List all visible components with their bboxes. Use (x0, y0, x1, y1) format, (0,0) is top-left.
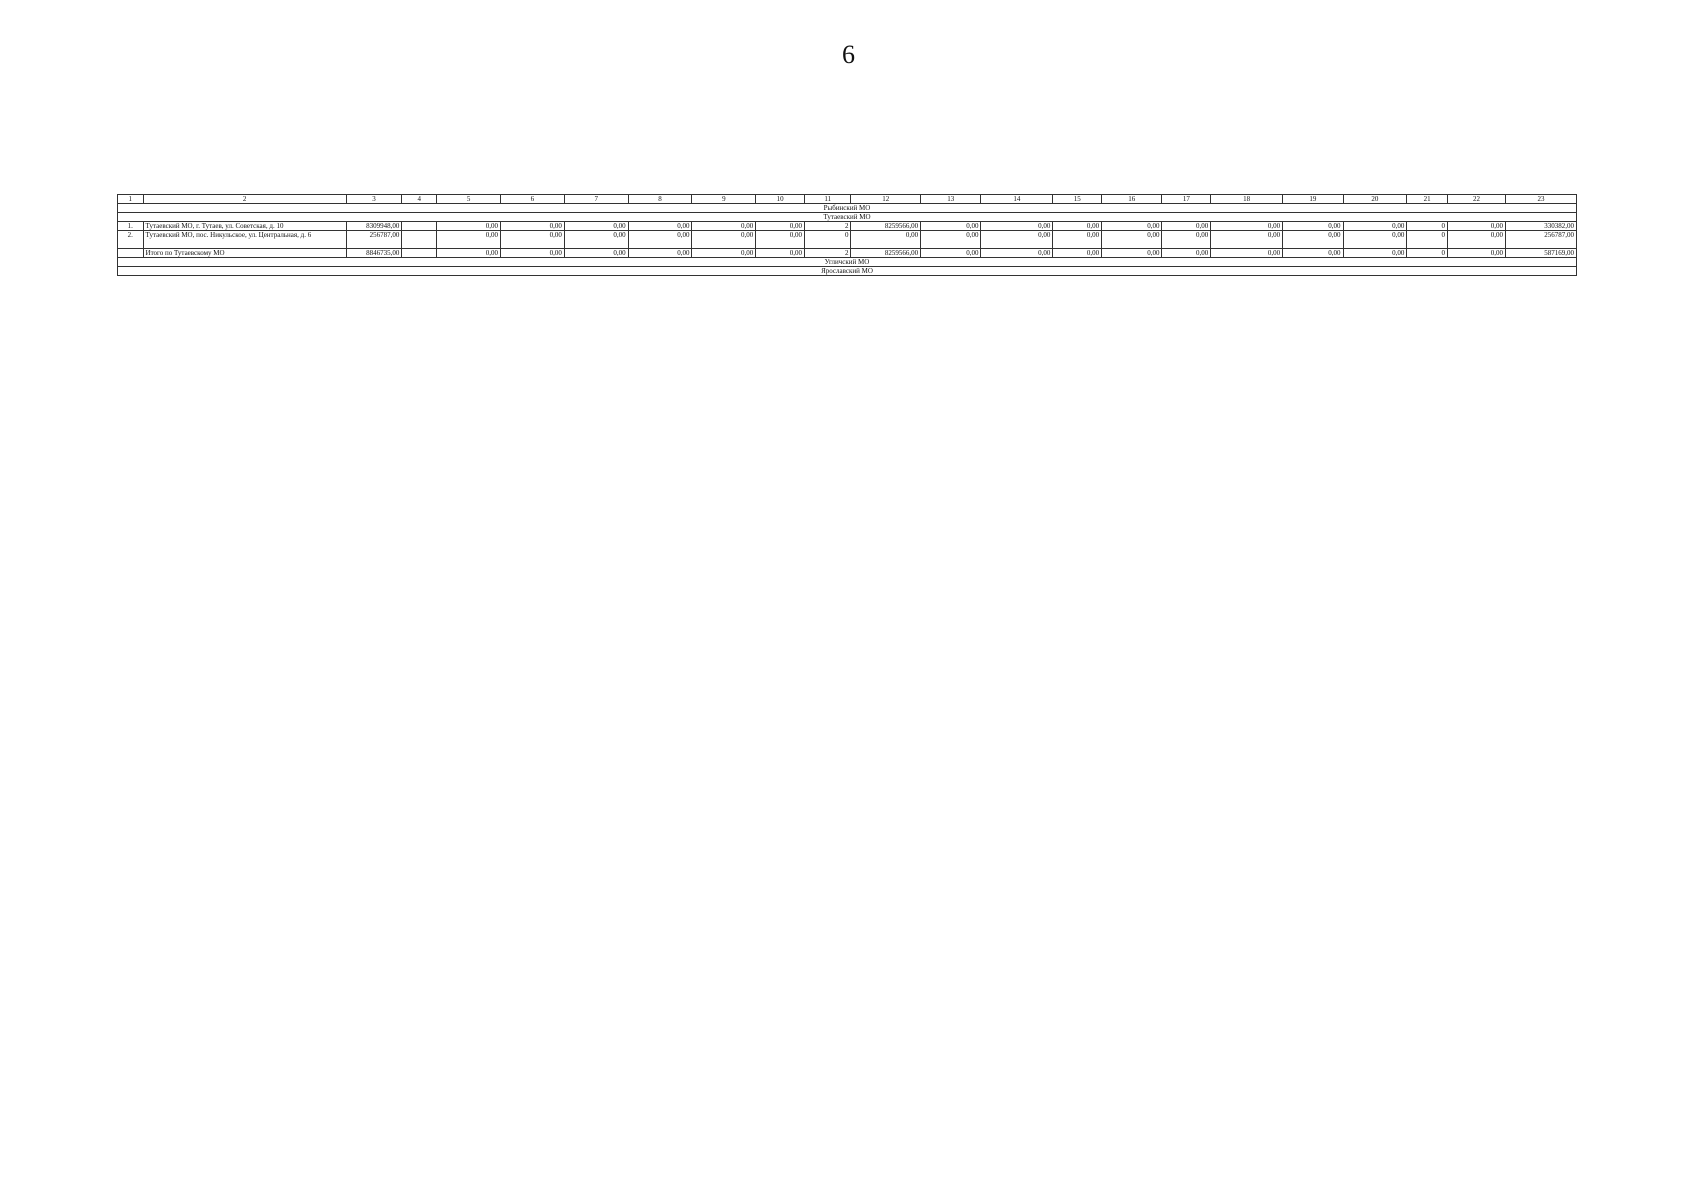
table-cell: 0,00 (1162, 249, 1211, 258)
table-cell: 0,00 (628, 231, 692, 249)
table-cell: 0,00 (1102, 222, 1162, 231)
table-cell: 0,00 (500, 231, 564, 249)
header-cell: 10 (756, 195, 805, 204)
header-row (118, 195, 1577, 204)
table-cell: 0,00 (1343, 222, 1407, 231)
table-cell: 1. (118, 222, 144, 231)
header-cell: 20 (1343, 195, 1407, 204)
table-cell: 0,00 (921, 231, 981, 249)
table-cell (402, 249, 437, 258)
table-cell: 0,00 (981, 231, 1053, 249)
page-number: 6 (842, 40, 855, 69)
table-cell: 0,00 (1283, 231, 1343, 249)
table-cell: 0,00 (756, 222, 805, 231)
table-cell: 0,00 (1447, 249, 1505, 258)
table-cell: 0,00 (1343, 231, 1407, 249)
table-cell: Тутаевский МО, пос. Никульское, ул. Центральная, д. 6 (143, 231, 346, 249)
table-cell: 0,00 (1211, 222, 1283, 231)
table-cell: 0,00 (981, 222, 1053, 231)
header-cell: 11 (805, 195, 851, 204)
section-title: Рыбинский МО (118, 204, 1577, 213)
table-cell: 256787,00 (1505, 231, 1576, 249)
table-cell: 330382,00 (1505, 222, 1576, 231)
table-cell: 8259566,00 (851, 249, 921, 258)
table-cell: 0,00 (1053, 222, 1102, 231)
header-cell: 13 (921, 195, 981, 204)
table-cell: 0,00 (1447, 222, 1505, 231)
total-row (118, 249, 1577, 258)
table-cell: 0,00 (756, 249, 805, 258)
header-cell: 18 (1211, 195, 1283, 204)
header-cell: 2 (143, 195, 346, 204)
table-cell: 0,00 (1102, 249, 1162, 258)
table-cell: 0,00 (437, 222, 501, 231)
table-cell: 0 (805, 231, 851, 249)
section-row (118, 204, 1577, 213)
table-cell: Тутаевский МО, г. Тутаев, ул. Советская, д. 10 (143, 222, 346, 231)
table-cell: 0 (1407, 249, 1448, 258)
table-cell: 2 (805, 222, 851, 231)
report-sheet (117, 194, 1577, 276)
table-cell: 0,00 (1053, 249, 1102, 258)
table-cell: Итого по Тутаевскому МО (143, 249, 346, 258)
table-cell: 0,00 (921, 249, 981, 258)
table-cell: 0,00 (921, 222, 981, 231)
header-cell: 7 (564, 195, 628, 204)
header-cell: 23 (1505, 195, 1576, 204)
table-cell: 0,00 (564, 249, 628, 258)
header-cell: 4 (402, 195, 437, 204)
table-cell: 8309948,00 (346, 222, 402, 231)
header-cell: 9 (692, 195, 756, 204)
table-cell: 0,00 (1211, 249, 1283, 258)
header-cell: 12 (851, 195, 921, 204)
table-cell: 0,00 (1162, 222, 1211, 231)
header-cell: 16 (1102, 195, 1162, 204)
section-row (118, 258, 1577, 267)
section-title: Ярославский МО (118, 267, 1577, 276)
table-cell: 0,00 (1343, 249, 1407, 258)
data-table (117, 194, 1577, 276)
table-cell: 0 (1407, 222, 1448, 231)
header-cell: 22 (1447, 195, 1505, 204)
table-cell: 0 (1407, 231, 1448, 249)
table-row (118, 231, 1577, 249)
table-cell: 0,00 (500, 249, 564, 258)
section-row (118, 267, 1577, 276)
table-cell: 0,00 (981, 249, 1053, 258)
header-cell: 8 (628, 195, 692, 204)
section-title: Угличский МО (118, 258, 1577, 267)
table-cell: 0,00 (1211, 231, 1283, 249)
table-cell: 0,00 (628, 249, 692, 258)
header-cell: 14 (981, 195, 1053, 204)
table-cell: 0,00 (437, 249, 501, 258)
table-cell: 0,00 (851, 231, 921, 249)
table-cell: 2. (118, 231, 144, 249)
table-cell: 2 (805, 249, 851, 258)
table-cell: 587169,00 (1505, 249, 1576, 258)
table-row (118, 222, 1577, 231)
header-cell: 3 (346, 195, 402, 204)
table-cell: 0,00 (692, 222, 756, 231)
table-cell: 0,00 (1053, 231, 1102, 249)
table-cell: 0,00 (1283, 222, 1343, 231)
table-cell: 0,00 (564, 231, 628, 249)
table-cell: 0,00 (500, 222, 564, 231)
table-cell: 0,00 (628, 222, 692, 231)
table-cell: 0,00 (564, 222, 628, 231)
table-cell (118, 249, 144, 258)
table-cell: 0,00 (1102, 231, 1162, 249)
table-cell: 8846735,00 (346, 249, 402, 258)
header-cell: 19 (1283, 195, 1343, 204)
table-cell: 0,00 (437, 231, 501, 249)
table-cell: 256787,00 (346, 231, 402, 249)
table-cell: 8259566,00 (851, 222, 921, 231)
header-cell: 17 (1162, 195, 1211, 204)
header-cell: 6 (500, 195, 564, 204)
section-title: Тутаевский МО (118, 213, 1577, 222)
table-cell: 0,00 (1447, 231, 1505, 249)
table-cell: 0,00 (1162, 231, 1211, 249)
table-cell (402, 231, 437, 249)
table-cell: 0,00 (1283, 249, 1343, 258)
header-cell: 15 (1053, 195, 1102, 204)
header-cell: 1 (118, 195, 144, 204)
header-cell: 5 (437, 195, 501, 204)
table-cell (402, 222, 437, 231)
header-cell: 21 (1407, 195, 1448, 204)
table-cell: 0,00 (756, 231, 805, 249)
table-cell: 0,00 (692, 231, 756, 249)
table-cell: 0,00 (692, 249, 756, 258)
section-row (118, 213, 1577, 222)
